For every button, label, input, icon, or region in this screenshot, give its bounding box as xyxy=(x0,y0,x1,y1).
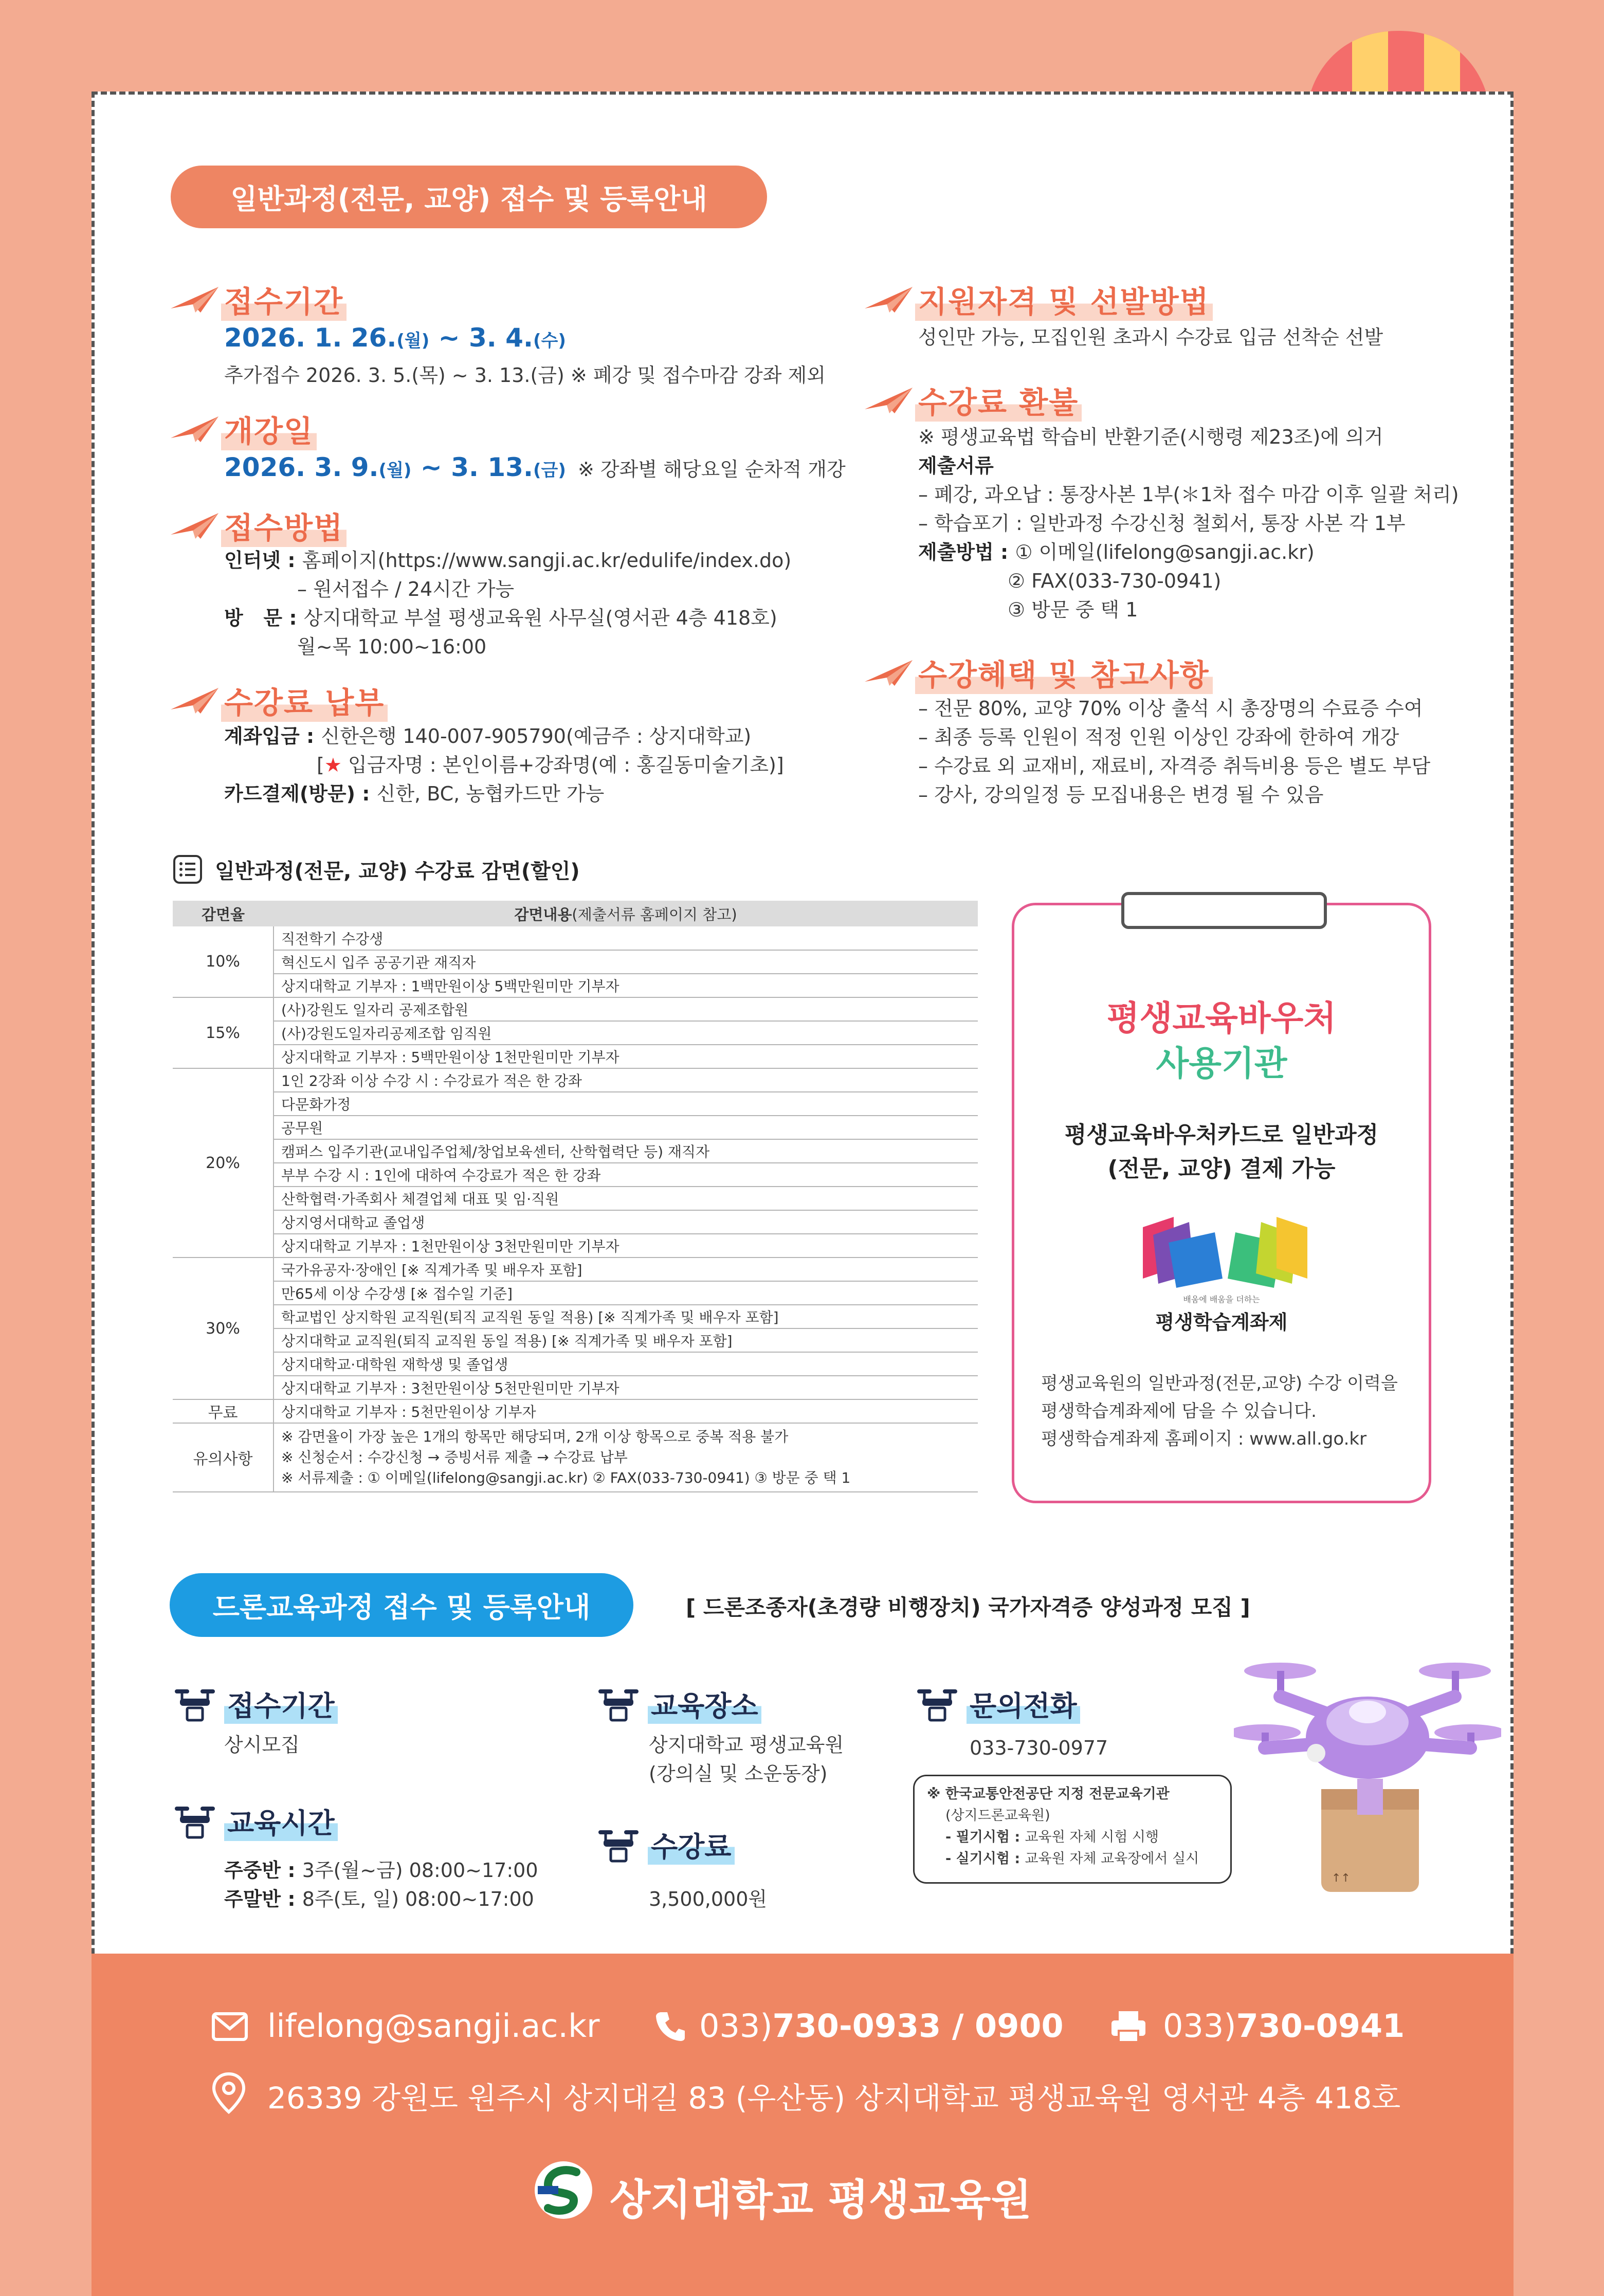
list-document-icon xyxy=(173,854,203,884)
voucher-desc-1: 평생교육바우처카드로 일반과정 xyxy=(1064,1122,1379,1148)
reception-period-heading xyxy=(170,278,347,321)
reception-period-dates: 2026. 1. 26.(월) ~ 3. 4.(수) xyxy=(224,323,566,353)
refund-basis: ※ 평생교육법 학습비 반환기준(시행령 제23조)에 의거 xyxy=(918,426,1383,448)
method-title: 접수방법 xyxy=(221,504,347,547)
opening-title: 개강일 xyxy=(221,407,317,450)
table-row: 15% (사)강원도 일자리 공제조합원 xyxy=(173,997,978,1021)
drone-place-1: 상지대학교 평생교육원 xyxy=(649,1734,844,1756)
table-row: 공무원 xyxy=(173,1116,978,1139)
voucher-card xyxy=(1012,903,1431,1503)
opening-dates: 2026. 3. 9.(월) ~ 3. 13.(금) ※ 강좌별 해당요일 순차적 개강 xyxy=(224,452,846,482)
drone-icon xyxy=(173,1686,217,1722)
paper-plane-icon xyxy=(170,685,221,716)
table-row: (사)강원도일자리공제조합 임직원 xyxy=(173,1021,978,1045)
table-row: 산학협력·가족회사 체결업체 대표 및 임·직원 xyxy=(173,1187,978,1210)
table-row: 상지대학교 기부자 : 3천만원이상 5천만원미만 기부자 xyxy=(173,1376,978,1399)
paper-plane-icon xyxy=(170,510,221,541)
table-row: 20% 1인 2강좌 이상 수강 시 : 수강료가 적은 한 강좌 xyxy=(173,1068,978,1092)
drone-subtitle: [ 드론조종자(초경량 비행장치) 국가자격증 양성과정 모집 ] xyxy=(686,1595,1250,1620)
voucher-info-2: 평생학습계좌제에 담을 수 있습니다. xyxy=(1041,1401,1317,1422)
drone-contact-text: 033-730-0977 xyxy=(970,1737,1108,1759)
drone-icon xyxy=(596,1827,641,1863)
drone-reception-text: 상시모집 xyxy=(224,1734,300,1756)
lifelong-account-logo xyxy=(1138,1212,1313,1289)
discount-heading: 일반과정(전문, 교양) 수강료 감면(할인) xyxy=(173,854,580,884)
method-heading xyxy=(170,504,347,547)
table-row: 만65세 이상 수강생 [※ 접수일 기준] xyxy=(173,1281,978,1305)
table-row: 30% 국가유공자·장애인 [※ 직계가족 및 배우자 포함] xyxy=(173,1258,978,1281)
table-row: 무료 상지대학교 기부자 : 5천만원이상 기부자 xyxy=(173,1399,978,1423)
paper-plane-icon xyxy=(864,385,915,415)
drone-time-heading: 교육시간 xyxy=(173,1801,338,1841)
drone-time-weekday: 주중반 : 3주(월~금) 08:00~17:00 xyxy=(224,1859,538,1882)
table-row: 상지대학교 기부자 : 1천만원이상 3천만원미만 기부자 xyxy=(173,1234,978,1258)
svg-text:↑↑: ↑↑ xyxy=(1332,1872,1351,1885)
refund-heading xyxy=(864,378,1082,422)
payment-account: 계좌입금 : 신한은행 140-007-905790(예금주 : 상지대학교) xyxy=(224,725,752,748)
voucher-title-1: 평생교육바우처 xyxy=(1106,998,1337,1038)
table-row-notes: 유의사항 ※ 감면율이 가장 높은 1개의 항목만 해당되며, 2개 이상 항목으로 중복 적용 불가 ※ 신청순서 : 수강신청 → 증빙서류 제출 → 수강료 납부 ※ 서류제출 : ① 이메일(lifelong@sangji.ac.kr) ② FAX(033-730-0941) ③ 방문 중 택 1 xyxy=(173,1423,978,1492)
logo-name: 평생학습계좌제 xyxy=(1155,1311,1288,1334)
drone-place-2: (강의실 및 소운동장) xyxy=(649,1762,828,1785)
paper-plane-icon xyxy=(864,657,915,688)
voucher-info-1: 평생교육원의 일반과정(전문,교양) 수강 이력을 xyxy=(1041,1373,1398,1394)
email-icon xyxy=(212,2012,248,2041)
refund-submit-1: 제출방법 : ① 이메일(lifelong@sangji.ac.kr) xyxy=(918,541,1315,563)
qualification-heading xyxy=(864,278,1213,321)
drone-notice-box: ※ 한국교통안전공단 지정 전문교육기관 (상지드론교육원) - 필기시험 : 교육원 자체 시험 시행 - 실기시험 : 교육원 자체 교육장에서 실시 xyxy=(913,1775,1232,1884)
drone-fee-text: 3,500,000원 xyxy=(649,1888,768,1910)
drone-reception-heading: 접수기간 xyxy=(173,1684,338,1724)
table-row: 상지대학교·대학원 재학생 및 졸업생 xyxy=(173,1352,978,1376)
method-internet-sub: – 원서접수 / 24시간 가능 xyxy=(297,578,515,600)
footer-org-name: 상지대학교 평생교육원 xyxy=(610,2176,1032,2225)
table-row: 캠퍼스 입주기관(교내입주업체/창업보육센터, 산학협력단 등) 재직자 xyxy=(173,1139,978,1163)
paper-plane-icon xyxy=(170,413,221,444)
phone-icon xyxy=(655,2010,687,2042)
clipboard-clip xyxy=(1121,892,1327,929)
benefit-item: – 수강료 외 교재비, 재료비, 자격증 취득비용 등은 별도 부담 xyxy=(918,755,1431,777)
footer-address: 26339 강원도 원주시 상지대길 83 (우산동) 상지대학교 평생교육원 영서관 4층 418호 xyxy=(267,2081,1401,2116)
table-row: 상지영서대학교 졸업생 xyxy=(173,1210,978,1234)
payment-title: 수강료 납부 xyxy=(221,679,388,722)
table-row: 10% 직전학기 수강생 xyxy=(173,926,978,950)
qualification-title: 지원자격 및 선발방법 xyxy=(915,278,1213,321)
refund-submit-2: ② FAX(033-730-0941) xyxy=(1008,570,1222,592)
sangji-university-logo xyxy=(533,2159,594,2221)
drone-contact-heading: 문의전화 xyxy=(915,1684,1080,1724)
paper-plane-icon xyxy=(864,284,915,315)
payment-depositor: [★ 입금자명 : 본인이름+강좌명(예 : 홍길동미술기초)] xyxy=(317,754,784,776)
drone-icon xyxy=(173,1803,217,1839)
drone-fee-heading: 수강료 xyxy=(596,1825,735,1865)
paper-plane-icon xyxy=(170,284,221,315)
col-content-header: 감면내용(제출서류 홈페이지 참고) xyxy=(274,901,978,926)
voucher-info-3: 평생학습계좌제 홈페이지 : www.all.go.kr xyxy=(1041,1429,1367,1449)
drone-course-title: 드론교육과정 접수 및 등록안내 xyxy=(212,1591,591,1624)
refund-docs-label: 제출서류 xyxy=(918,454,994,477)
voucher-title-2: 사용기관 xyxy=(1156,1044,1287,1083)
footer-email: lifelong@sangji.ac.kr xyxy=(267,2007,600,2045)
benefits-title: 수강혜택 및 참고사항 xyxy=(915,651,1213,694)
table-row: 상지대학교 교직원(퇴직 교직원 동일 적용) [※ 직계가족 및 배우자 포함] xyxy=(173,1328,978,1352)
payment-card: 카드결제(방문) : 신한, BC, 농협카드만 가능 xyxy=(224,782,605,805)
refund-title: 수강료 환불 xyxy=(915,378,1082,422)
table-row: 학교법인 상지학원 교직원(퇴직 교직원 동일 적용) [※ 직계가족 및 배우자 포함] xyxy=(173,1305,978,1328)
additional-reception: 추가접수 2026. 3. 5.(목) ~ 3. 13.(금) ※ 폐강 및 접수마감 강좌 제외 xyxy=(224,364,826,387)
qualification-text: 성인만 가능, 모집인원 초과시 수강료 입금 선착순 선발 xyxy=(918,326,1383,349)
table-row: 다문화가정 xyxy=(173,1092,978,1116)
table-row: 상지대학교 기부자 : 1백만원이상 5백만원미만 기부자 xyxy=(173,974,978,997)
table-row: 부부 수강 시 : 1인에 대하여 수강료가 적은 한 강좌 xyxy=(173,1163,978,1187)
fax-icon xyxy=(1110,2010,1146,2043)
refund-doc-1: – 폐강, 과오납 : 통장사본 1부(＊1차 접수 마감 이후 일괄 처리) xyxy=(918,483,1459,506)
col-rate-header: 감면율 xyxy=(173,901,274,926)
location-pin-icon xyxy=(212,2072,246,2114)
reception-period-title: 접수기간 xyxy=(221,278,347,321)
drone-icon xyxy=(596,1686,641,1722)
general-course-title-pill xyxy=(171,166,767,228)
general-course-title: 일반과정(전문, 교양) 접수 및 등록안내 xyxy=(230,183,707,215)
benefit-item: – 전문 80%, 교양 70% 이상 출석 시 총장명의 수료증 수여 xyxy=(918,697,1423,720)
refund-submit-3: ③ 방문 중 택 1 xyxy=(1008,598,1138,621)
method-internet: 인터넷 : 홈페이지(https://www.sangji.ac.kr/edulife/index.do) xyxy=(224,549,792,572)
logo-tagline: 배움에 배움을 더하는 xyxy=(1183,1295,1260,1304)
drone-with-box-illustration xyxy=(1234,1655,1501,1923)
benefits-heading xyxy=(864,651,1213,694)
drone-time-weekend: 주말반 : 8주(토, 일) 08:00~17:00 xyxy=(224,1888,534,1910)
drone-place-heading: 교육장소 xyxy=(596,1684,761,1724)
drone-icon xyxy=(915,1686,959,1722)
payment-heading xyxy=(170,679,388,722)
benefit-item: – 최종 등록 인원이 적정 인원 이상인 강좌에 한하여 개강 xyxy=(918,726,1399,749)
table-row: 혁신도시 입주 공공기관 재직자 xyxy=(173,950,978,974)
benefit-item: – 강사, 강의일정 등 모집내용은 변경 될 수 있음 xyxy=(918,783,1324,806)
refund-doc-2: – 학습포기 : 일반과정 수강신청 철회서, 통장 사본 각 1부 xyxy=(918,512,1406,535)
method-visit-hours: 월~목 10:00~16:00 xyxy=(297,635,487,658)
footer-fax: 033)730-0941 xyxy=(1163,2007,1405,2045)
drone-course-title-pill xyxy=(170,1573,633,1637)
table-row: 상지대학교 기부자 : 5백만원이상 1천만원미만 기부자 xyxy=(173,1045,978,1068)
discount-table xyxy=(173,901,978,1492)
footer-phone: 033)730-0933 / 0900 xyxy=(699,2007,1064,2045)
opening-heading xyxy=(170,407,317,450)
opening-note: ※ 강좌별 해당요일 순차적 개강 xyxy=(578,458,846,481)
method-visit: 방 문 : 상지대학교 부설 평생교육원 사무실(영서관 4층 418호) xyxy=(224,607,777,629)
footer xyxy=(92,1954,1514,2296)
voucher-desc-2: (전문, 교양) 결제 가능 xyxy=(1107,1156,1336,1182)
